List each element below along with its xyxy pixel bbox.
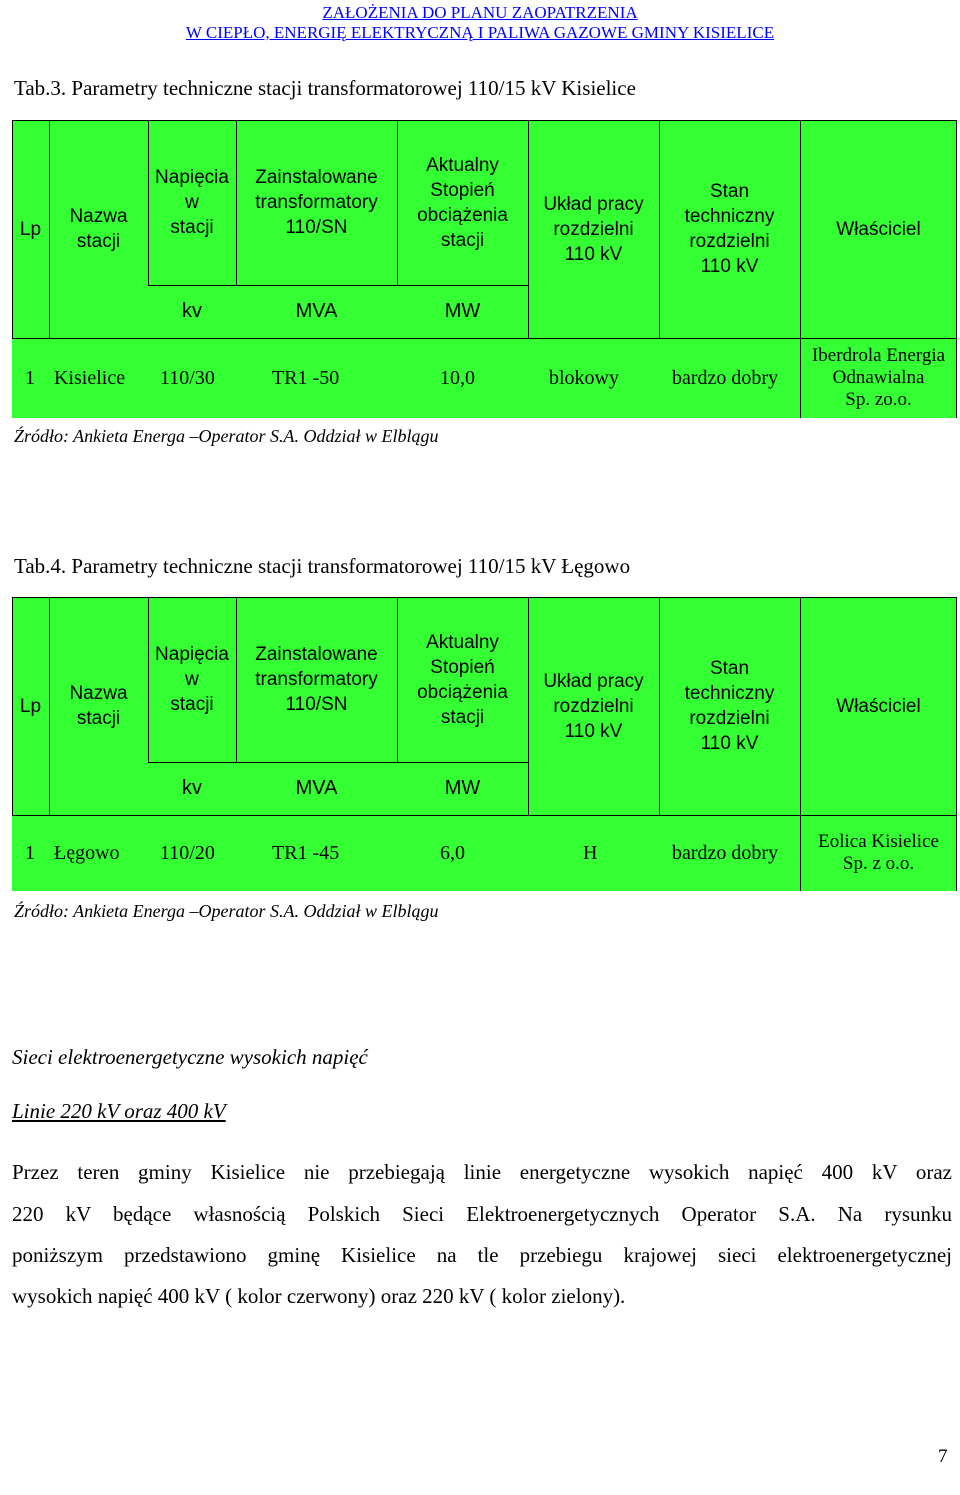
- column-header-lp: Lp: [19, 218, 42, 240]
- table-3-source: Źródło: Ankieta Energa –Operator S.A. Oddział w Elblągu: [14, 426, 439, 446]
- paragraph-line: poniższym przedstawiono gminę Kisielice na tle przebiegu krajowej sieci elektroenergetycznej: [12, 1243, 952, 1267]
- column-header-wlasciciel: Właściciel: [836, 695, 921, 717]
- row-stan: bardzo dobry: [672, 842, 779, 864]
- row-obciazenie: 6,0: [440, 842, 465, 864]
- row-nazwa: Kisielice: [54, 367, 126, 389]
- section-subheading: Linie 220 kV oraz 400 kV: [12, 1099, 226, 1123]
- table-3-title: Tab.3. Parametry techniczne stacji transformatorowej 110/15 kV Kisielice: [14, 76, 636, 100]
- column-header-obciazenie: Aktualny Stopień obciążenia stacji: [417, 154, 508, 251]
- row-lp: 1: [25, 842, 35, 864]
- unit-mw: MW: [444, 777, 481, 799]
- column-header-uklad: Układ pracy rozdzielni 110 kV: [543, 670, 644, 742]
- table-row: [12, 815, 957, 891]
- unit-mw: MW: [444, 300, 481, 322]
- row-stan: bardzo dobry: [672, 367, 779, 389]
- table-4: [12, 597, 957, 891]
- row-uklad: H: [583, 842, 598, 864]
- column-header-nazwa: Nazwa stacji: [69, 206, 128, 252]
- column-header-stan: Stan techniczny rozdzielni 110 kV: [684, 181, 775, 277]
- table-3: [12, 120, 957, 418]
- paragraph-line: 220 kV będące własnością Polskich Sieci Elektroenergetycznych Operator S.A. Na rysunku: [12, 1202, 952, 1226]
- row-napiecia: 110/20: [160, 842, 215, 864]
- column-header-napiecia: Napięcia w stacji: [155, 167, 229, 238]
- table-4-title: Tab.4. Parametry techniczne stacji transformatorowej 110/15 kV Łęgowo: [14, 554, 631, 578]
- row-obciazenie: 10,0: [440, 367, 475, 389]
- section-heading: Sieci elektroenergetyczne wysokich napięć: [12, 1045, 368, 1069]
- paragraph-line: Przez teren gminy Kisielice nie przebiegają linie energetyczne wysokich napięć 400 kV oraz: [12, 1160, 952, 1184]
- unit-mva: MVA: [295, 300, 338, 322]
- column-header-stan: Stan techniczny rozdzielni 110 kV: [684, 658, 775, 754]
- table-row: [12, 338, 957, 418]
- unit-kv: kv: [182, 777, 202, 799]
- table-4-source: Źródło: Ankieta Energa –Operator S.A. Oddział w Elblągu: [14, 901, 439, 921]
- row-wlasciciel: Eolica Kisielice Sp. z o.o.: [818, 831, 939, 874]
- unit-kv: kv: [182, 300, 202, 322]
- row-wlasciciel: Iberdrola Energia Odnawialna Sp. zo.o.: [811, 345, 946, 410]
- paragraph-line: wysokich napięć 400 kV ( kolor czerwony) oraz 220 kV ( kolor zielony).: [12, 1284, 626, 1308]
- column-header-napiecia: Napięcia w stacji: [155, 644, 229, 715]
- row-napiecia: 110/30: [160, 367, 215, 389]
- document-header-line-1: ZAŁOŻENIA DO PLANU ZAOPATRZENIA: [322, 3, 638, 22]
- unit-mva: MVA: [295, 777, 338, 799]
- column-header-transformatory: Zainstalowane transformatory 110/SN: [255, 644, 378, 715]
- row-lp: 1: [25, 367, 35, 389]
- column-header-lp: Lp: [19, 695, 42, 717]
- row-nazwa: Łęgowo: [54, 842, 120, 864]
- document-header-line-2: W CIEPŁO, ENERGIĘ ELEKTRYCZNĄ I PALIWA GAZOWE GMINY KISIELICE: [185, 23, 775, 42]
- column-header-transformatory: Zainstalowane transformatory 110/SN: [255, 167, 378, 238]
- page-number: 7: [938, 1446, 948, 1467]
- row-uklad: blokowy: [549, 367, 619, 389]
- column-header-obciazenie: Aktualny Stopień obciążenia stacji: [417, 631, 508, 728]
- row-transformatory: TR1 -45: [272, 842, 340, 864]
- column-header-nazwa: Nazwa stacji: [69, 683, 128, 729]
- column-header-wlasciciel: Właściciel: [836, 218, 921, 240]
- row-transformatory: TR1 -50: [272, 367, 340, 389]
- column-header-uklad: Układ pracy rozdzielni 110 kV: [543, 193, 644, 265]
